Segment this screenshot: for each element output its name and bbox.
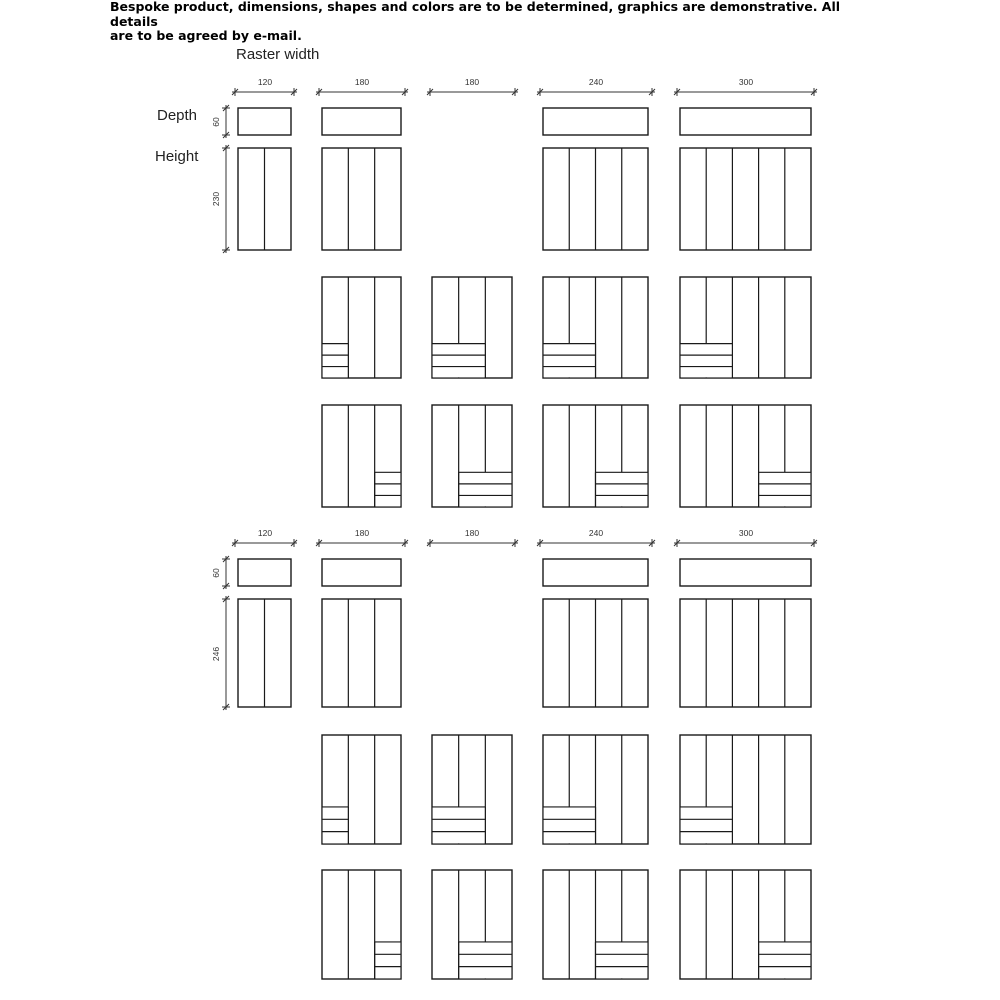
drawer-mask bbox=[544, 807, 596, 843]
width-label-300: 300 bbox=[738, 77, 754, 87]
depth-plan-rect bbox=[322, 108, 401, 135]
wardrobe-front bbox=[680, 599, 811, 707]
drawer-mask bbox=[375, 942, 400, 978]
depth-plan-rect bbox=[680, 108, 811, 135]
depth-plan-rect bbox=[680, 559, 811, 586]
drawer-mask bbox=[459, 942, 511, 978]
depth-plan-rect bbox=[322, 559, 401, 586]
width-label-120: 120 bbox=[257, 528, 273, 538]
width-label-240: 240 bbox=[588, 77, 604, 87]
disclaimer-line-2: are to be agreed by e-mail. bbox=[110, 28, 302, 43]
drawer-mask bbox=[596, 472, 647, 506]
height-label: 246 bbox=[211, 646, 221, 662]
width-label-300: 300 bbox=[738, 528, 754, 538]
width-label-120: 120 bbox=[257, 77, 273, 87]
depth-plan-rect bbox=[543, 559, 648, 586]
drawer-mask bbox=[681, 344, 732, 378]
depth-label: 60 bbox=[211, 117, 221, 127]
drawer-mask bbox=[596, 942, 647, 978]
depth-plan-rect bbox=[238, 559, 291, 586]
width-label-240: 240 bbox=[588, 528, 604, 538]
drawer-mask bbox=[459, 472, 511, 506]
drawer-mask bbox=[375, 472, 400, 506]
drawer-mask bbox=[759, 942, 810, 978]
geometry-layer bbox=[222, 88, 817, 979]
width-label-180: 180 bbox=[354, 528, 370, 538]
wardrobe-front bbox=[322, 599, 401, 707]
depth-heading: Depth bbox=[157, 107, 198, 124]
drawer-mask bbox=[544, 344, 596, 378]
height-heading: Height bbox=[155, 148, 199, 165]
height-label: 230 bbox=[211, 191, 221, 207]
drawer-mask bbox=[433, 807, 485, 843]
drawer-mask bbox=[323, 344, 348, 378]
raster-width-heading: Raster width bbox=[236, 46, 320, 63]
depth-plan-rect bbox=[238, 108, 291, 135]
drawer-mask bbox=[759, 472, 810, 506]
width-label-180: 180 bbox=[354, 77, 370, 87]
drawer-mask bbox=[323, 807, 348, 843]
depth-plan-rect bbox=[543, 108, 648, 135]
wardrobe-front bbox=[322, 148, 401, 250]
width-label-180-b: 180 bbox=[464, 77, 480, 87]
drawer-mask bbox=[681, 807, 732, 843]
wardrobe-front bbox=[680, 148, 811, 250]
width-label-180-b: 180 bbox=[464, 528, 480, 538]
disclaimer-line-1: Bespoke product, dimensions, shapes and colors are to be determined, graphics are demonstrative. All details bbox=[110, 0, 841, 29]
depth-label: 60 bbox=[211, 568, 221, 578]
drawer-mask bbox=[433, 344, 485, 378]
